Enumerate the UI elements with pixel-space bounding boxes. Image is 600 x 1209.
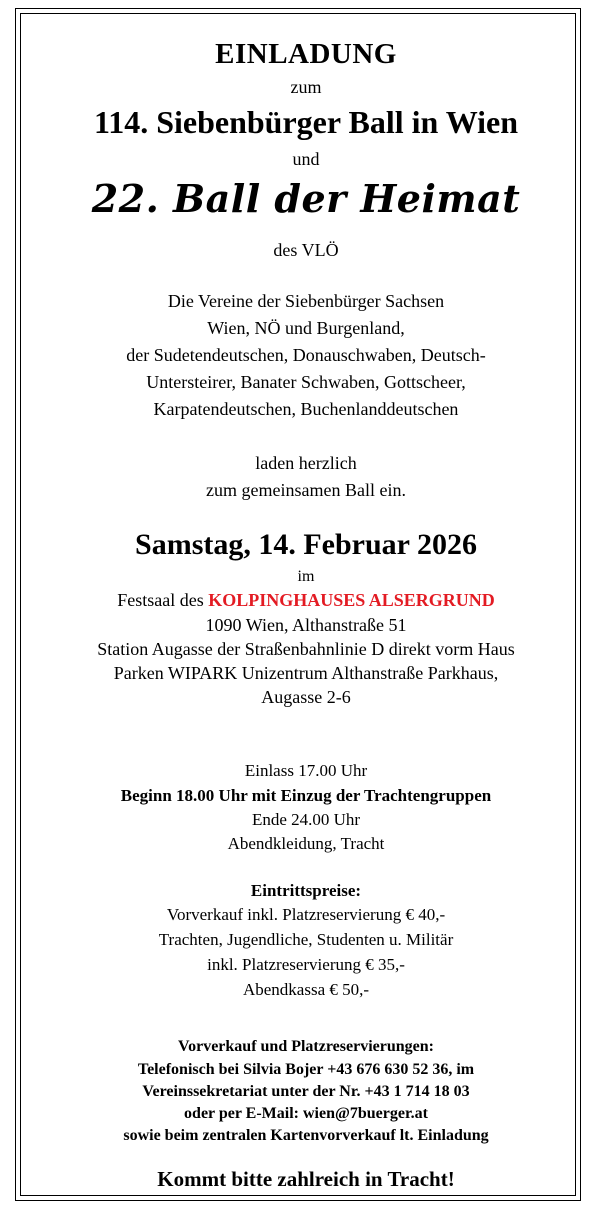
venue-address: 1090 Wien, Althanstraße 51 xyxy=(205,615,407,635)
des-vlo-text: des VLÖ xyxy=(273,240,339,260)
prices-heading: Eintrittspreise: xyxy=(250,881,362,900)
event-2-title: 22. Ball der Heimat xyxy=(91,176,521,221)
hosts-line: der Sudetendeutschen, Donauschwaben, Deutsch- xyxy=(126,345,486,365)
zum-text: zum xyxy=(290,77,322,97)
hosts-line: Untersteirer, Banater Schwaben, Gottscheer, xyxy=(146,372,466,392)
hosts-line: Die Vereine der Siebenbürger Sachsen xyxy=(167,291,445,311)
beginn-time: Beginn 18.00 Uhr mit Einzug der Trachtengruppen xyxy=(120,786,492,805)
closing-line: Kommt bitte zahlreich in Tracht! xyxy=(157,1167,455,1191)
venue-tram: Station Augasse der Straßenbahnlinie D direkt vorm Haus xyxy=(97,639,515,659)
title: EINLADUNG xyxy=(215,38,397,70)
venue-line xyxy=(20,591,592,609)
event-1-title: 114. Siebenbürger Ball in Wien xyxy=(93,104,519,140)
venue-prefix: Festsaal des xyxy=(117,590,209,610)
venue-parking: Parken WIPARK Unizentrum Althanstraße Parkhaus, xyxy=(113,663,499,683)
dress-code: Abendkleidung, Tracht xyxy=(227,834,385,853)
einlass-time: Einlass 17.00 Uhr xyxy=(244,761,368,780)
im-text: im xyxy=(297,568,315,585)
venue-name: KOLPINGHAUSES ALSERGRUND xyxy=(208,590,495,610)
invite-line: zum gemeinsamen Ball ein. xyxy=(206,480,406,500)
presale-line: Vereinssekretariat unter der Nr. +43 1 714 18 03 xyxy=(142,1083,470,1100)
price-line: Vorverkauf inkl. Platzreservierung € 40,- xyxy=(166,905,446,924)
event-date: Samstag, 14. Februar 2026 xyxy=(135,528,477,561)
price-line: inkl. Platzreservierung € 35,- xyxy=(207,955,405,974)
hosts-line: Karpatendeutschen, Buchenlanddeutschen xyxy=(153,399,459,419)
venue-parking-2: Augasse 2-6 xyxy=(261,687,351,707)
price-line: Trachten, Jugendliche, Studenten u. Militär xyxy=(158,930,454,949)
presale-line: Telefonisch bei Silvia Bojer +43 676 630 52 36, im xyxy=(137,1061,475,1078)
price-line: Abendkassa € 50,- xyxy=(242,980,370,999)
invite-line: laden herzlich xyxy=(255,453,357,473)
presale-line: oder per E-Mail: wien@7buerger.at xyxy=(184,1105,428,1122)
presale-line: Vorverkauf und Platzreservierungen: xyxy=(178,1038,434,1055)
presale-line: sowie beim zentralen Kartenvorverkauf lt. Einladung xyxy=(123,1127,489,1144)
hosts-line: Wien, NÖ und Burgenland, xyxy=(207,318,405,338)
und-text: und xyxy=(292,149,320,169)
ende-time: Ende 24.00 Uhr xyxy=(251,810,361,829)
